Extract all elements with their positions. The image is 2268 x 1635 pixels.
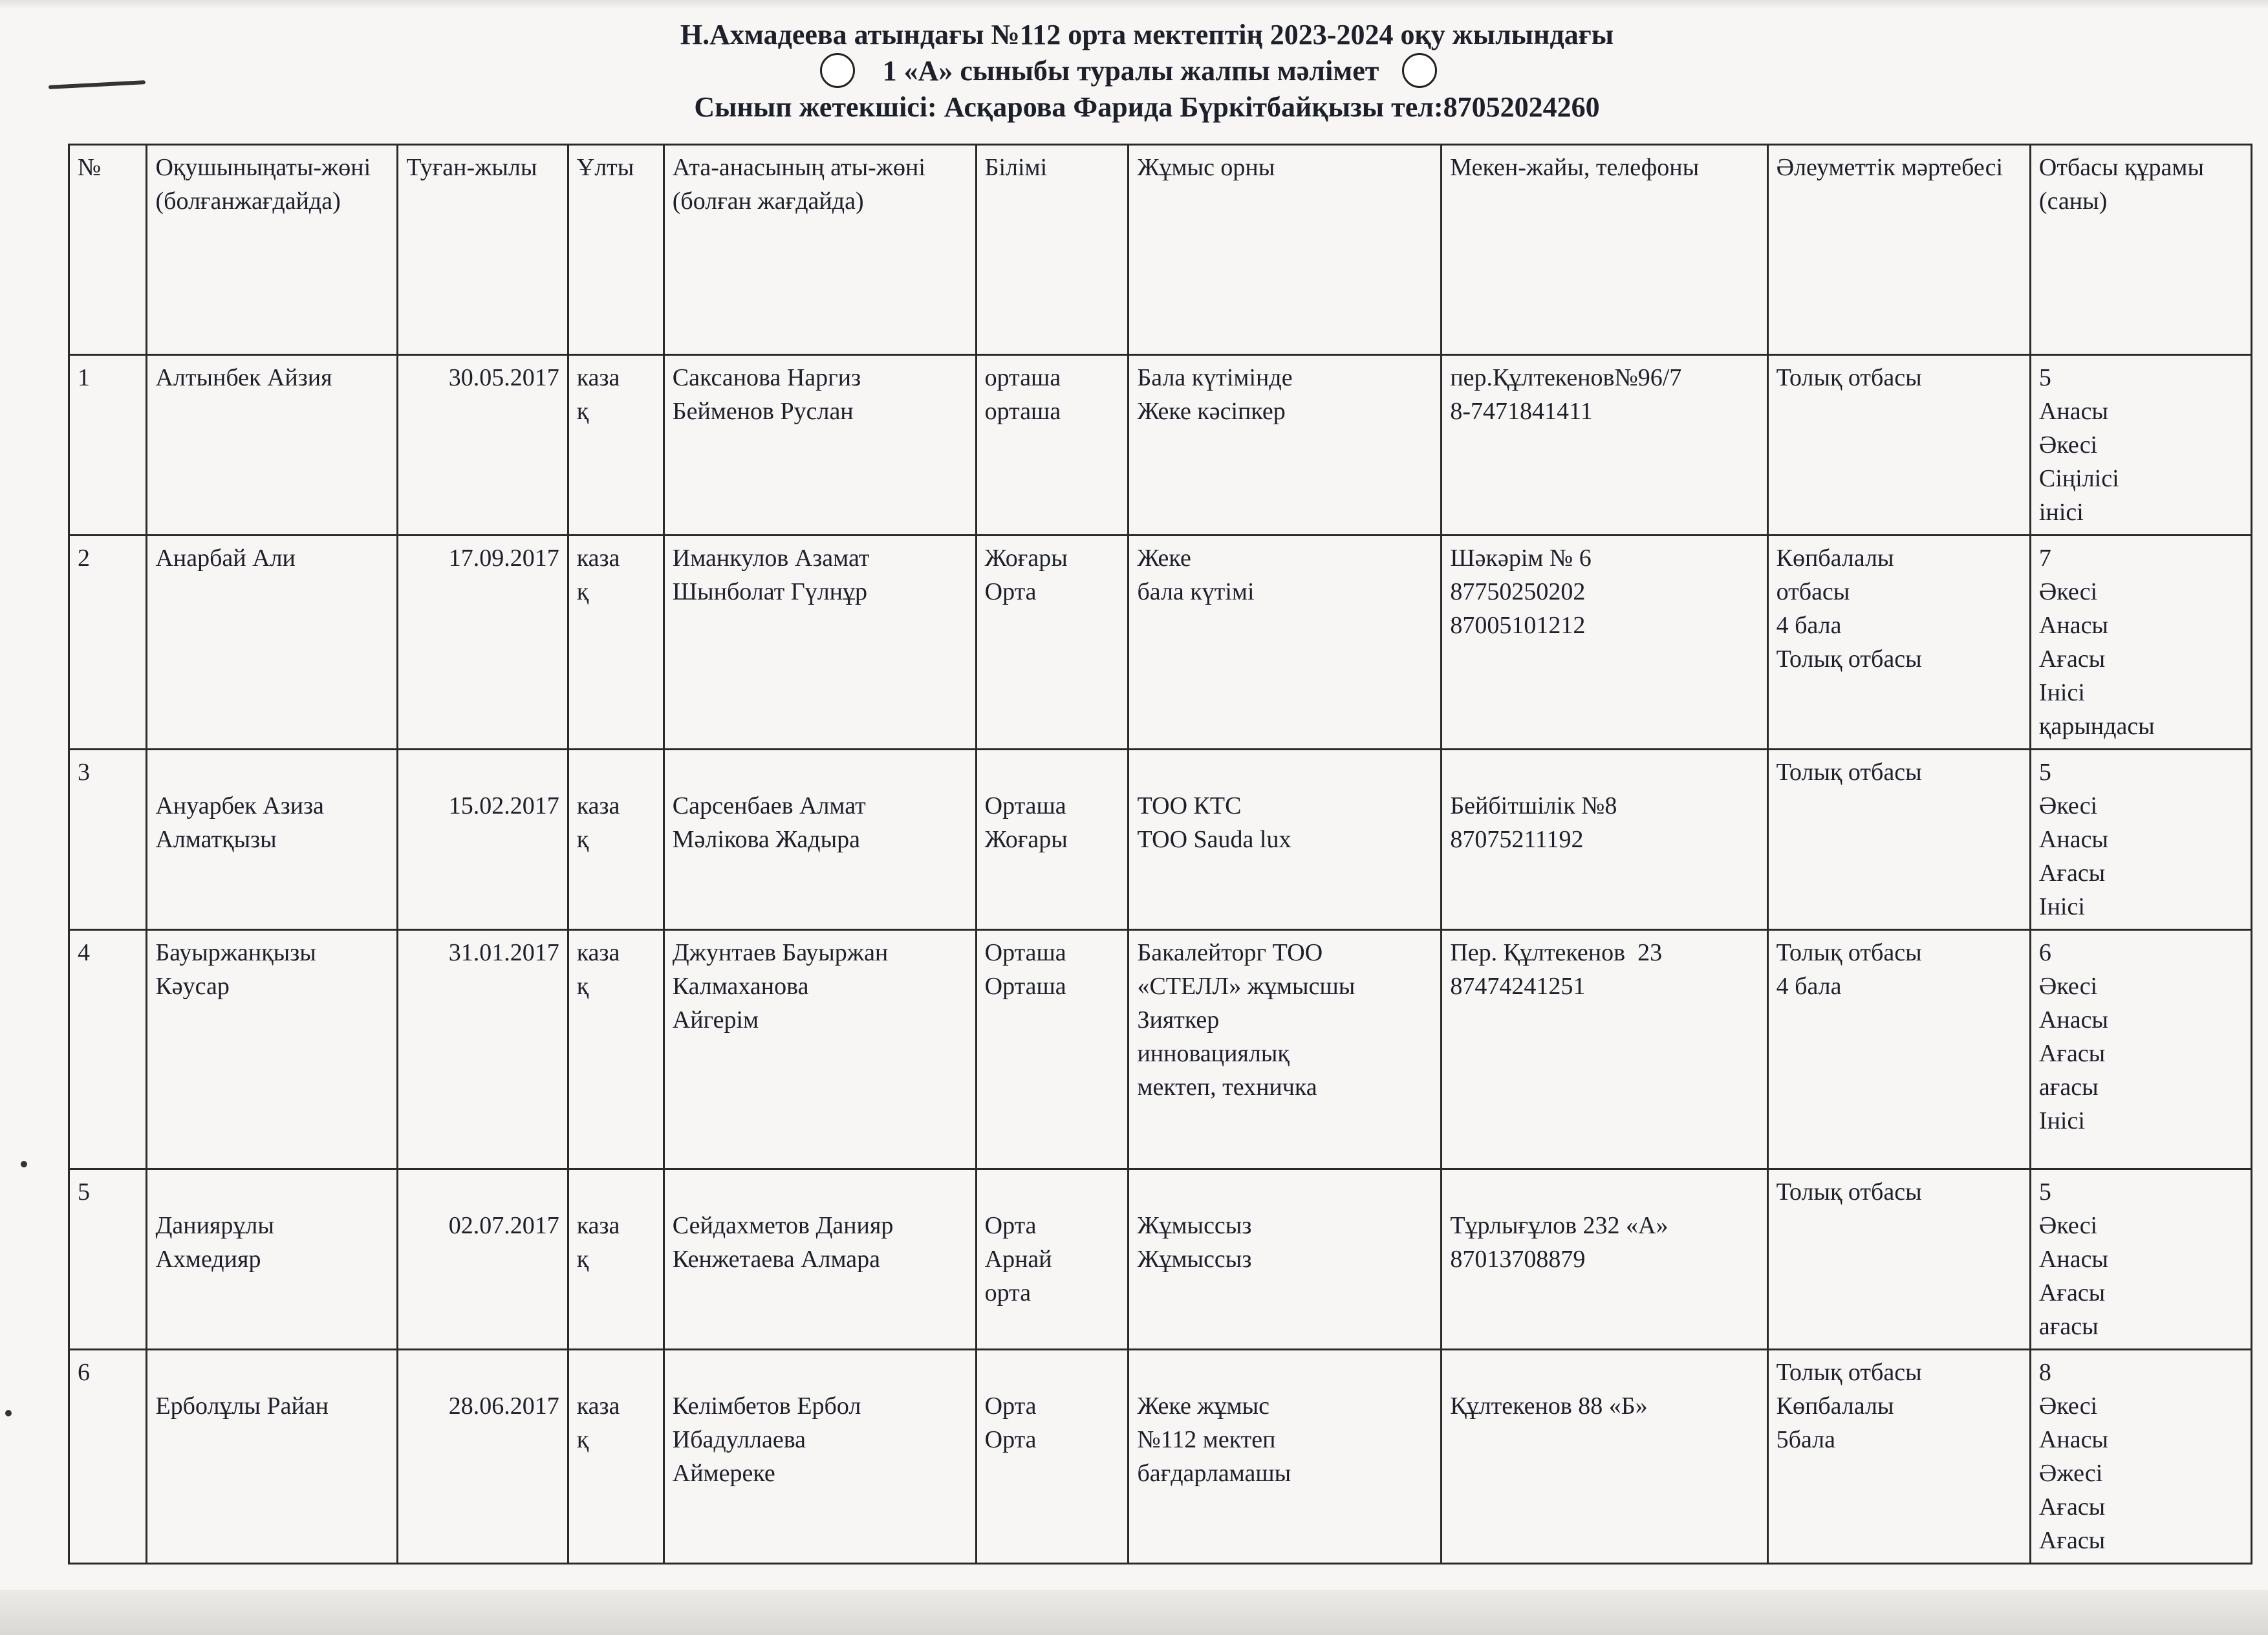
cell-family-composition-line: Інісі (2038, 1107, 2085, 1134)
cell-family-composition-line: Әкесі (2038, 1212, 2098, 1239)
cell-social-status (1767, 930, 2030, 1169)
cell-student-name-line: Бауыржанқызы (155, 939, 316, 966)
cell-education-line: Жоғары (984, 545, 1068, 572)
table-row (69, 1169, 2252, 1350)
cell-family-composition-line: Анасы (2038, 1006, 2108, 1034)
cell-social-status-line: Толық отбасы (1776, 759, 1922, 786)
cell-nationality-line: қ (576, 826, 589, 853)
cell-nationality (568, 1350, 664, 1564)
cell-education-line: Орташа (984, 792, 1066, 819)
cell-parents-line: Джунтаев Бауыржан (672, 939, 889, 966)
cell-family-composition-line: ағасы (2038, 1074, 2099, 1101)
cell-nationality-line: каза (576, 545, 620, 572)
cell-parents-line: Бейменов Руслан (672, 398, 854, 425)
cell-education-line: орташа (984, 398, 1061, 425)
cell-family-composition-line: Анасы (2038, 398, 2108, 425)
cell-nationality (568, 930, 664, 1169)
header-line-3: Сынып жетекшісі: Асқарова Фарида Бүркітбайқызы тел:87052024260 (694, 91, 1600, 123)
cell-parents-line: Мәлікова Жадыра (672, 826, 860, 853)
header-line-2: 1 «А» сыныбы туралы жалпы мәлімет (882, 55, 1379, 87)
table-header-row (69, 145, 2252, 355)
cell-family-composition (2030, 750, 2251, 930)
cell-education-line: Арнай (984, 1246, 1052, 1273)
cell-nationality-line: қ (576, 973, 589, 1000)
document-header (0, 17, 2268, 125)
cell-workplace-line: Жеке кәсіпкер (1137, 398, 1286, 425)
cell-parents (664, 1169, 976, 1350)
cell-social-status (1767, 536, 2030, 750)
cell-social-status-line: Толық отбасы (1776, 1359, 1922, 1386)
cell-workplace-line: Жеке жұмыс (1137, 1392, 1270, 1420)
cell-parents-line: Сарсенбаев Алмат (672, 792, 866, 819)
cell-family-composition-line: Анасы (2038, 612, 2108, 639)
cell-nationality (568, 536, 664, 750)
cell-workplace-line: ТОО Sauda lux (1137, 826, 1291, 853)
cell-student-name (147, 355, 398, 536)
cell-social-status-line: Көпбалалы (1776, 1392, 1894, 1420)
cell-workplace-line: Жұмыссыз (1137, 1246, 1252, 1273)
cell-social-status-line: отбасы (1776, 578, 1850, 605)
cell-workplace (1129, 930, 1442, 1169)
col-header-family-composition: Отбасы құрамы (саны) (2030, 145, 2251, 355)
cell-social-status-line: Толық отбасы (1776, 645, 1922, 673)
cell-social-status-line: Толық отбасы (1776, 939, 1922, 966)
cell-birth-date: 31.01.2017 (398, 930, 568, 1169)
cell-parents-line: Сейдахметов Данияр (672, 1212, 894, 1239)
cell-nationality (568, 1169, 664, 1350)
cell-nationality-line: қ (576, 1246, 589, 1273)
cell-family-composition-line: Анасы (2038, 1246, 2108, 1273)
cell-family-composition-line: Ағасы (2038, 1040, 2106, 1067)
cell-social-status-line: 4 бала (1776, 973, 1842, 1000)
cell-family-composition-line: Ағасы (2038, 1527, 2106, 1554)
cell-family-composition-line: Әкесі (2038, 973, 2098, 1000)
cell-family-composition (2030, 1350, 2251, 1564)
cell-family-composition (2030, 930, 2251, 1169)
cell-family-composition-line: Анасы (2038, 826, 2108, 853)
cell-student-name (147, 750, 398, 930)
cell-parents (664, 930, 976, 1169)
cell-nationality-line: каза (576, 792, 620, 819)
cell-family-composition-line: 5 (2038, 1178, 2051, 1206)
header-line-1: Н.Ахмадеева атындағы №112 орта мектептің 2023-2024 оқу жылындағы (680, 19, 1614, 50)
cell-address-phone-line: пер.Құлтекенов№96/7 (1450, 364, 1682, 391)
cell-social-status (1767, 750, 2030, 930)
cell-workplace-line: инновациялық (1137, 1040, 1290, 1067)
cell-education-line: орта (984, 1279, 1031, 1306)
col-header-education: Білімі (976, 145, 1129, 355)
cell-address-phone-line: 87005101212 (1450, 612, 1586, 639)
cell-address-phone (1442, 750, 1767, 930)
cell-education-line: Жоғары (984, 826, 1068, 853)
cell-student-name-line: Ерболұлы Райан (155, 1392, 329, 1420)
cell-workplace-line: бағдарламашы (1137, 1460, 1291, 1487)
cell-family-composition-line: Анасы (2038, 1426, 2108, 1453)
cell-address-phone (1442, 1169, 1767, 1350)
cell-parents-line: Ибадуллаева (672, 1426, 806, 1453)
col-header-parents: Ата-анасының аты-жөні (болған жағдайда) (664, 145, 976, 355)
cell-address-phone-line: Бейбітшілік №8 (1450, 792, 1617, 819)
table-row (69, 930, 2252, 1169)
cell-workplace-line: «СТЕЛЛ» жұмысшы (1137, 973, 1355, 1000)
cell-family-composition-line: інісі (2038, 499, 2084, 526)
cell-workplace-line: Жеке (1137, 545, 1191, 572)
cell-family-composition-line: Әжесі (2038, 1460, 2103, 1487)
punch-hole-right (1402, 53, 1437, 88)
cell-parents-line: Шынболат Гүлнұр (672, 578, 868, 605)
scan-top-edge (0, 0, 2268, 9)
cell-education-line: Орташа (984, 939, 1066, 966)
cell-parents-line: Келімбетов Ербол (672, 1392, 861, 1420)
cell-workplace (1129, 1350, 1442, 1564)
cell-parents (664, 750, 976, 930)
cell-parents (664, 355, 976, 536)
cell-social-status-line: Толық отбасы (1776, 364, 1922, 391)
cell-number: 2 (69, 536, 147, 750)
cell-nationality (568, 750, 664, 930)
cell-parents (664, 536, 976, 750)
cell-nationality (568, 355, 664, 536)
cell-education-line: Орта (984, 1392, 1037, 1420)
cell-family-composition-line: Інісі (2038, 893, 2085, 920)
cell-education (976, 355, 1129, 536)
cell-social-status-line: 5бала (1776, 1426, 1835, 1453)
table-row (69, 1350, 2252, 1564)
cell-family-composition (2030, 536, 2251, 750)
cell-social-status-line: Толық отбасы (1776, 1178, 1922, 1206)
cell-family-composition-line: 5 (2038, 364, 2051, 391)
cell-education-line: Орта (984, 1426, 1037, 1453)
cell-social-status-line: Көпбалалы (1776, 545, 1894, 572)
cell-student-name (147, 536, 398, 750)
cell-nationality-line: каза (576, 364, 620, 391)
cell-workplace-line: Жұмыссыз (1137, 1212, 1252, 1239)
cell-social-status-line: 4 бала (1776, 612, 1842, 639)
cell-family-composition-line: 5 (2038, 759, 2051, 786)
col-header-student-name: Оқушыныңаты-жөні (болғанжағдайда) (147, 145, 398, 355)
cell-address-phone-line: 8-7471841411 (1450, 398, 1593, 425)
cell-student-name-line: Анарбай Али (155, 545, 296, 572)
col-header-workplace: Жұмыс орны (1129, 145, 1442, 355)
cell-student-name-line: Ахмедияр (155, 1246, 261, 1273)
cell-family-composition-line: 6 (2038, 939, 2051, 966)
table-row (69, 536, 2252, 750)
cell-workplace-line: ТОО КТС (1137, 792, 1242, 819)
cell-student-name-line: Кәусар (155, 973, 230, 1000)
cell-address-phone-line: 87013708879 (1450, 1246, 1586, 1273)
cell-family-composition-line: Інісі (2038, 679, 2085, 706)
cell-parents-line: Айгерім (672, 1006, 759, 1034)
cell-birth-date: 30.05.2017 (398, 355, 568, 536)
cell-parents-line: Кенжетаева Алмара (672, 1246, 881, 1273)
cell-social-status (1767, 1169, 2030, 1350)
cell-family-composition-line: Әкесі (2038, 1392, 2098, 1420)
cell-family-composition-line: Сіңілісі (2038, 465, 2119, 492)
cell-family-composition-line: Ағасы (2038, 1493, 2106, 1521)
cell-family-composition-line: Ағасы (2038, 1279, 2106, 1306)
cell-family-composition-line: Ағасы (2038, 645, 2106, 673)
cell-student-name (147, 1350, 398, 1564)
cell-student-name-line: Алматқызы (155, 826, 277, 853)
cell-address-phone-line: Пер. Құлтекенов 23 (1450, 939, 1663, 966)
cell-family-composition (2030, 355, 2251, 536)
cell-nationality-line: қ (576, 578, 589, 605)
cell-workplace-line: Бакалейторг ТОО (1137, 939, 1323, 966)
cell-address-phone (1442, 355, 1767, 536)
col-header-number: № (69, 145, 147, 355)
cell-number: 5 (69, 1169, 147, 1350)
cell-parents-line: Аймереке (672, 1460, 775, 1487)
cell-education-line: Орта (984, 578, 1037, 605)
student-info-table (68, 144, 2252, 1565)
cell-address-phone-line: 87474241251 (1450, 973, 1586, 1000)
cell-workplace-line: бала күтімі (1137, 578, 1255, 605)
cell-workplace (1129, 536, 1442, 750)
cell-number: 4 (69, 930, 147, 1169)
cell-social-status (1767, 1350, 2030, 1564)
cell-family-composition-line: Әкесі (2038, 578, 2098, 605)
cell-student-name-line: Алтынбек Айзия (155, 364, 332, 391)
cell-workplace-line: Зияткер (1137, 1006, 1220, 1034)
cell-address-phone-line: 87750250202 (1450, 578, 1586, 605)
cell-education (976, 930, 1129, 1169)
col-header-social-status: Әлеуметтік мәртебесі (1767, 145, 2030, 355)
cell-student-name-line: Ануарбек Азиза (155, 792, 324, 819)
cell-nationality-line: қ (576, 398, 589, 425)
cell-family-composition-line: Әкесі (2038, 792, 2098, 819)
cell-family-composition (2030, 1169, 2251, 1350)
cell-parents-line: Калмаханова (672, 973, 809, 1000)
col-header-nationality: Ұлты (568, 145, 664, 355)
cell-workplace (1129, 355, 1442, 536)
cell-education (976, 750, 1129, 930)
cell-birth-date: 28.06.2017 (398, 1350, 568, 1564)
cell-birth-date: 15.02.2017 (398, 750, 568, 930)
cell-address-phone (1442, 536, 1767, 750)
col-header-address-phone: Мекен-жайы, телефоны (1442, 145, 1767, 355)
cell-address-phone-line: Құлтекенов 88 «Б» (1450, 1392, 1648, 1420)
cell-address-phone (1442, 1350, 1767, 1564)
cell-education (976, 1169, 1129, 1350)
cell-number: 1 (69, 355, 147, 536)
cell-education (976, 1350, 1129, 1564)
punch-hole-left (820, 53, 855, 88)
cell-student-name (147, 1169, 398, 1350)
cell-education-line: Орта (984, 1212, 1037, 1239)
cell-social-status (1767, 355, 2030, 536)
cell-education (976, 536, 1129, 750)
cell-student-name-line: Даниярұлы (155, 1212, 274, 1239)
cell-family-composition-line: қарындасы (2038, 713, 2155, 740)
cell-student-name (147, 930, 398, 1169)
cell-workplace-line: мектеп, техничка (1137, 1074, 1317, 1101)
table-row (69, 750, 2252, 930)
cell-education-line: Орташа (984, 973, 1066, 1000)
cell-education-line: орташа (984, 364, 1061, 391)
scan-speck (21, 1161, 27, 1167)
cell-nationality-line: каза (576, 939, 620, 966)
cell-number: 3 (69, 750, 147, 930)
cell-family-composition-line: ағасы (2038, 1313, 2099, 1340)
cell-family-composition-line: Ағасы (2038, 860, 2106, 887)
cell-family-composition-line: Әкесі (2038, 431, 2098, 459)
cell-birth-date: 17.09.2017 (398, 536, 568, 750)
cell-nationality-line: каза (576, 1212, 620, 1239)
cell-parents (664, 1350, 976, 1564)
cell-parents-line: Иманкулов Азамат (672, 545, 870, 572)
cell-family-composition-line: 7 (2038, 545, 2051, 572)
cell-workplace-line: Бала күтімінде (1137, 364, 1293, 391)
scan-speck (5, 1410, 12, 1416)
scan-bottom-edge (0, 1590, 2268, 1635)
cell-nationality-line: қ (576, 1426, 589, 1453)
cell-address-phone (1442, 930, 1767, 1169)
cell-nationality-line: каза (576, 1392, 620, 1420)
cell-workplace (1129, 1169, 1442, 1350)
table-row (69, 355, 2252, 536)
cell-family-composition-line: 8 (2038, 1359, 2051, 1386)
cell-workplace (1129, 750, 1442, 930)
cell-address-phone-line: 87075211192 (1450, 826, 1584, 853)
col-header-birth-year: Туған-жылы (398, 145, 568, 355)
cell-parents-line: Саксанова Наргиз (672, 364, 861, 391)
cell-address-phone-line: Тұрлығұлов 232 «А» (1450, 1212, 1669, 1239)
cell-number: 6 (69, 1350, 147, 1564)
cell-birth-date: 02.07.2017 (398, 1169, 568, 1350)
cell-address-phone-line: Шәкәрім № 6 (1450, 545, 1592, 572)
cell-workplace-line: №112 мектеп (1137, 1426, 1276, 1453)
